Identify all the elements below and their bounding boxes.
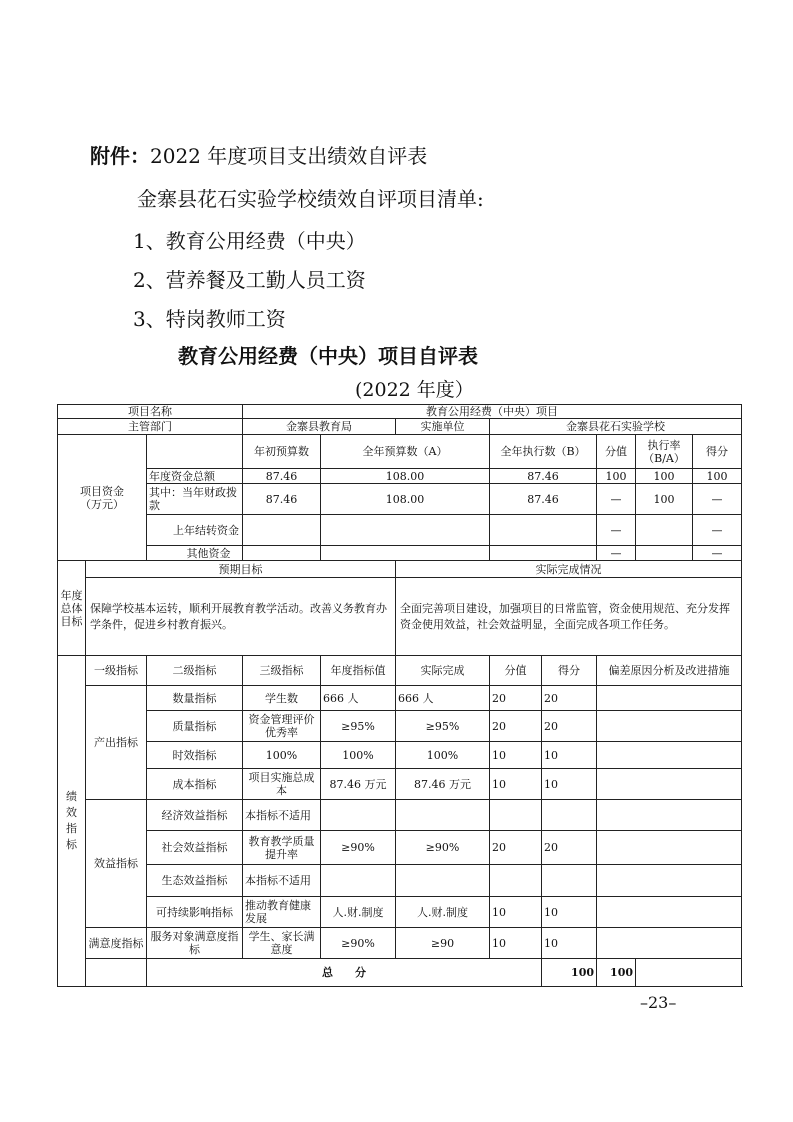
perf-actual: ≥90 <box>396 928 490 959</box>
table-row <box>58 469 742 484</box>
col-executed: 全年执行数（B） <box>490 435 597 469</box>
benefit-group: 效益指标 <box>86 800 147 928</box>
fund-initial: 87.46 <box>243 469 321 484</box>
perf-target: 人.财.制度 <box>321 897 396 928</box>
fund-score: 100 <box>693 469 742 484</box>
table-row <box>58 419 742 435</box>
fund-label: 上年结转资金 <box>147 515 243 546</box>
perf-score <box>542 800 597 831</box>
perf-score: 20 <box>542 711 597 742</box>
table-row <box>58 897 742 928</box>
perf-actual: ≥95% <box>396 711 490 742</box>
perf-deviation <box>597 742 742 769</box>
perf-actual <box>396 800 490 831</box>
fund-rate <box>636 515 693 546</box>
col-annual: 全年预算数（A） <box>321 435 490 469</box>
perf-value: 20 <box>490 686 542 711</box>
perf-header-value: 分值 <box>490 656 542 686</box>
perf-target: 100% <box>321 742 396 769</box>
table-row <box>58 742 742 769</box>
fund-initial <box>243 546 321 561</box>
fund-score: — <box>693 484 742 515</box>
perf-deviation <box>597 800 742 831</box>
col-score: 得分 <box>693 435 742 469</box>
fund-label: 年度资金总额 <box>147 469 243 484</box>
attachment-title: 2022 年度项目支出绩效自评表 <box>150 144 428 168</box>
perf-score: 10 <box>542 769 597 800</box>
table-row <box>58 928 742 959</box>
perf-deviation <box>597 831 742 865</box>
perf-actual: 人.财.制度 <box>396 897 490 928</box>
perf-l3: 100% <box>243 742 321 769</box>
perf-l3: 本指标不适用 <box>243 865 321 897</box>
fund-initial <box>243 515 321 546</box>
fund-rate: 100 <box>636 469 693 484</box>
dept-label: 主管部门 <box>58 419 243 435</box>
perf-value: 20 <box>490 831 542 865</box>
perf-value: 10 <box>490 897 542 928</box>
perf-l2: 时效指标 <box>147 742 243 769</box>
perf-l3: 推动教育健康发展 <box>243 897 321 928</box>
page-number: –23– <box>640 993 677 1012</box>
expected-label: 预期目标 <box>86 561 396 578</box>
perf-header-score: 得分 <box>542 656 597 686</box>
perf-l3: 本指标不适用 <box>243 800 321 831</box>
perf-target <box>321 800 396 831</box>
goal-label: 年度总体目标 <box>58 561 86 656</box>
list-item: 3、特岗教师工资 <box>133 307 286 331</box>
fund-executed <box>490 515 597 546</box>
perf-score: 10 <box>542 742 597 769</box>
fund-annual: 108.00 <box>321 469 490 484</box>
fund-rate: 100 <box>636 484 693 515</box>
perf-actual: 666 人 <box>396 686 490 711</box>
col-exec-rate: 执行率 （B/A） <box>636 435 693 469</box>
perf-header-level2: 二级指标 <box>147 656 243 686</box>
expected-text: 保障学校基本运转，顺利开展教育教学活动。改善义务教育办学条件，促进乡村教育振兴。 <box>86 578 396 656</box>
table-row <box>58 831 742 865</box>
attachment-label: 附件： <box>90 144 150 168</box>
fund-label: 其中：当年财政拨款 <box>147 484 243 515</box>
fund-score: — <box>693 546 742 561</box>
perf-l2: 质量指标 <box>147 711 243 742</box>
perf-l2: 服务对象满意度指标 <box>147 928 243 959</box>
table-title: 教育公用经费（中央）项目自评表 <box>178 344 478 368</box>
col-initial: 年初预算数 <box>243 435 321 469</box>
blank-cell <box>86 959 147 987</box>
satisfaction-group: 满意度指标 <box>86 928 147 959</box>
fund-value: — <box>597 546 636 561</box>
funds-label: 项目资金 （万元） <box>58 435 147 561</box>
list-item: 1、教育公用经费（中央） <box>133 229 366 253</box>
perf-score: 20 <box>542 686 597 711</box>
perf-l2: 社会效益指标 <box>147 831 243 865</box>
perf-l2: 经济效益指标 <box>147 800 243 831</box>
perf-l3: 学生数 <box>243 686 321 711</box>
table-row <box>58 769 742 800</box>
fund-annual <box>321 546 490 561</box>
fund-score: — <box>693 515 742 546</box>
total-label: 总 分 <box>147 959 542 987</box>
perf-l3: 资金管理评价优秀率 <box>243 711 321 742</box>
table-row <box>58 959 742 987</box>
total-value: 100 <box>542 959 597 987</box>
table-row <box>58 561 742 578</box>
fund-label: 其他资金 <box>147 546 243 561</box>
table-row <box>58 711 742 742</box>
perf-deviation <box>597 769 742 800</box>
actual-label: 实际完成情况 <box>396 561 742 578</box>
perf-header-level1: 一级指标 <box>86 656 147 686</box>
fund-executed: 87.46 <box>490 484 597 515</box>
perf-header-level3: 三级指标 <box>243 656 321 686</box>
perf-score: 10 <box>542 928 597 959</box>
project-name: 教育公用经费（中央）项目 <box>243 405 742 419</box>
fund-value: 100 <box>597 469 636 484</box>
perf-actual: 100% <box>396 742 490 769</box>
dept-value: 金寨县教育局 <box>243 419 396 435</box>
list-title: 金寨县花石实验学校绩效自评项目清单: <box>137 187 484 211</box>
fund-executed <box>490 546 597 561</box>
perf-l3: 教育教学质量提升率 <box>243 831 321 865</box>
perf-actual <box>396 865 490 897</box>
table-row <box>58 435 742 469</box>
fund-annual <box>321 515 490 546</box>
blank-cell <box>147 435 243 469</box>
fund-rate <box>636 546 693 561</box>
perf-value: 10 <box>490 928 542 959</box>
perf-header-actual: 实际完成 <box>396 656 490 686</box>
perf-target: ≥90% <box>321 928 396 959</box>
table-row <box>58 405 742 419</box>
perf-score: 10 <box>542 897 597 928</box>
attachment-heading <box>90 140 427 169</box>
perf-deviation <box>597 711 742 742</box>
perf-l2: 成本指标 <box>147 769 243 800</box>
output-group: 产出指标 <box>86 686 147 800</box>
perf-deviation <box>597 686 742 711</box>
fund-executed: 87.46 <box>490 469 597 484</box>
perf-target <box>321 865 396 897</box>
perf-l3: 学生、家长满意度 <box>243 928 321 959</box>
perf-deviation <box>597 928 742 959</box>
total-score: 100 <box>597 959 636 987</box>
perf-l2: 生态效益指标 <box>147 865 243 897</box>
fund-annual: 108.00 <box>321 484 490 515</box>
perf-deviation <box>597 865 742 897</box>
perf-target: ≥95% <box>321 711 396 742</box>
table-year: (2022 年度） <box>355 379 474 401</box>
list-item: 2、营养餐及工勤人员工资 <box>133 268 366 292</box>
fund-value: — <box>597 515 636 546</box>
table-row <box>58 865 742 897</box>
perf-actual: ≥90% <box>396 831 490 865</box>
perf-l2: 数量指标 <box>147 686 243 711</box>
table-row <box>58 546 742 561</box>
actual-text: 全面完善项目建设，加强项目的日常监管，资金使用规范、充分发挥资金使用效益，社会效益明显，全面完成各项工作任务。 <box>396 578 742 656</box>
perf-value <box>490 800 542 831</box>
perf-deviation <box>597 897 742 928</box>
perf-label: 绩效指标 <box>58 656 86 987</box>
perf-value: 10 <box>490 742 542 769</box>
fund-initial: 87.46 <box>243 484 321 515</box>
blank-cell <box>636 959 742 987</box>
table-row <box>58 686 742 711</box>
table-row <box>58 800 742 831</box>
perf-score: 20 <box>542 831 597 865</box>
table-row <box>58 484 742 515</box>
table-row <box>58 515 742 546</box>
table-row <box>58 656 742 686</box>
perf-score <box>542 865 597 897</box>
fund-value: — <box>597 484 636 515</box>
impl-label: 实施单位 <box>396 419 490 435</box>
perf-value <box>490 865 542 897</box>
impl-value: 金寨县花石实验学校 <box>490 419 742 435</box>
perf-header-target: 年度指标值 <box>321 656 396 686</box>
col-score-value: 分值 <box>597 435 636 469</box>
perf-l2: 可持续影响指标 <box>147 897 243 928</box>
perf-value: 20 <box>490 711 542 742</box>
project-name-label: 项目名称 <box>58 405 243 419</box>
perf-l3: 项目实施总成本 <box>243 769 321 800</box>
perf-target: 666 人 <box>321 686 396 711</box>
table-row <box>58 578 742 656</box>
perf-actual: 87.46 万元 <box>396 769 490 800</box>
perf-target: 87.46 万元 <box>321 769 396 800</box>
perf-target: ≥90% <box>321 831 396 865</box>
perf-value: 10 <box>490 769 542 800</box>
evaluation-table <box>57 404 742 987</box>
perf-header-deviation: 偏差原因分析及改进措施 <box>597 656 742 686</box>
